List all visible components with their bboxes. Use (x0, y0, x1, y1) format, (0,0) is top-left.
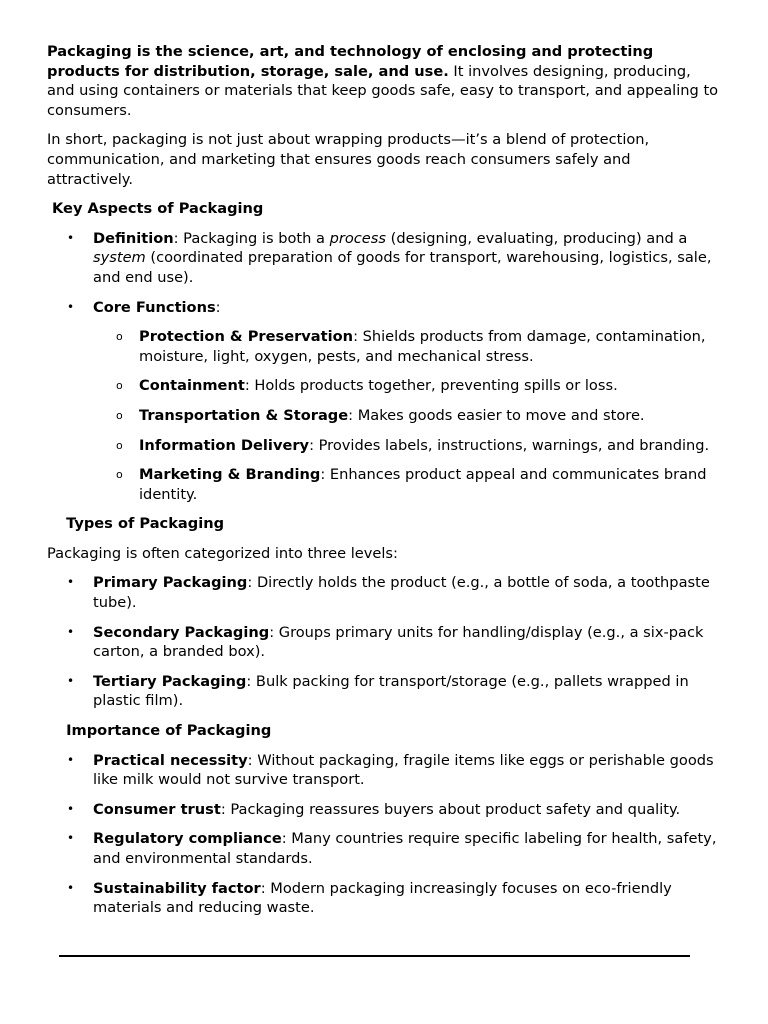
document-body (47, 42, 719, 928)
item-label: Tertiary Packaging (93, 672, 247, 690)
core-functions-colon: : (215, 298, 221, 316)
key-aspects-heading: Key Aspects of Packaging (52, 200, 264, 218)
item-text: : Modern packaging increasingly focuses on eco-friendly materials and reducing waste. (93, 879, 672, 917)
intro-rest: It involves designing, producing, and using containers or materials that keep goods safe, easy to transport, and appealing to consumers. (47, 62, 719, 119)
list-item (93, 327, 719, 366)
list-item (47, 800, 719, 820)
summary-paragraph: In short, packaging is not just about wrapping products—it’s a blend of protection, communication, and marketing that ensures goods reach consumers safely and attractively. (47, 131, 650, 188)
item-text: : Makes goods easier to move and store. (348, 406, 645, 424)
list-item (47, 879, 719, 918)
importance-list (47, 751, 719, 918)
list-item (93, 465, 719, 504)
item-label: Marketing & Branding (139, 466, 321, 484)
types-list (47, 573, 719, 711)
intro-paragraph (47, 42, 719, 120)
definition-em-system: system (93, 249, 146, 267)
key-aspects-list (47, 229, 719, 505)
item-text: : Holds products together, preventing spills or loss. (244, 377, 618, 395)
list-item (47, 829, 719, 868)
definition-em-process: process (329, 229, 386, 247)
list-item (47, 672, 719, 711)
core-functions-list (93, 327, 719, 504)
horizontal-rule (59, 955, 690, 957)
list-item (93, 376, 719, 396)
types-intro: Packaging is often categorized into three levels: (47, 544, 398, 562)
item-label: Information Delivery (139, 436, 310, 454)
definition-text-1: : Packaging is both a (173, 229, 330, 247)
item-label: Practical necessity (93, 751, 248, 769)
item-label: Regulatory compliance (93, 830, 282, 848)
item-text: : Directly holds the product (e.g., a bottle of soda, a toothpaste tube). (93, 574, 710, 612)
list-item (47, 623, 719, 662)
list-item (93, 436, 719, 456)
item-label: Consumer trust (93, 800, 221, 818)
list-item (47, 573, 719, 612)
list-item-core-functions (47, 298, 719, 505)
list-item (47, 751, 719, 790)
item-label: Protection & Preservation (139, 328, 354, 346)
item-text: : Shields products from damage, contamination, moisture, light, oxygen, pests, and mechanical stress. (139, 328, 706, 365)
item-text: : Many countries require specific labeling for health, safety, and environmental standards. (93, 830, 717, 867)
list-item (93, 406, 719, 426)
item-text: : Groups primary units for handling/display (e.g., a six-pack carton, a branded box). (93, 623, 704, 661)
definition-text-3: (coordinated preparation of goods for transport, warehousing, logistics, sale, and end use). (93, 249, 712, 286)
item-text: : Enhances product appeal and communicates brand identity. (139, 466, 707, 503)
types-heading-text: Types of Packaging (66, 515, 225, 533)
item-label: Primary Packaging (93, 574, 248, 592)
item-label: Secondary Packaging (93, 623, 270, 641)
item-text: : Without packaging, fragile items like eggs or perishable goods like milk would not survive transport. (93, 751, 714, 789)
types-heading (47, 514, 719, 534)
list-item-definition (47, 229, 719, 288)
item-label: Transportation & Storage (139, 406, 349, 424)
intro-bold: Packaging is the science, art, and technology of enclosing and protecting products for distribution, storage, sale, and use. (47, 43, 654, 80)
item-text: : Provides labels, instructions, warnings, and branding. (309, 436, 710, 454)
importance-heading (47, 721, 719, 741)
importance-heading-text: Importance of Packaging (66, 722, 272, 740)
item-label: Sustainability factor (93, 879, 261, 897)
definition-label: Definition (93, 229, 174, 247)
core-functions-label: Core Functions (93, 298, 216, 316)
item-text: : Bulk packing for transport/storage (e.g., pallets wrapped in plastic film). (93, 672, 689, 710)
item-label: Containment (139, 377, 245, 395)
definition-text-2: (designing, evaluating, producing) and a (386, 229, 688, 247)
item-text: : Packaging reassures buyers about product safety and quality. (220, 800, 681, 818)
